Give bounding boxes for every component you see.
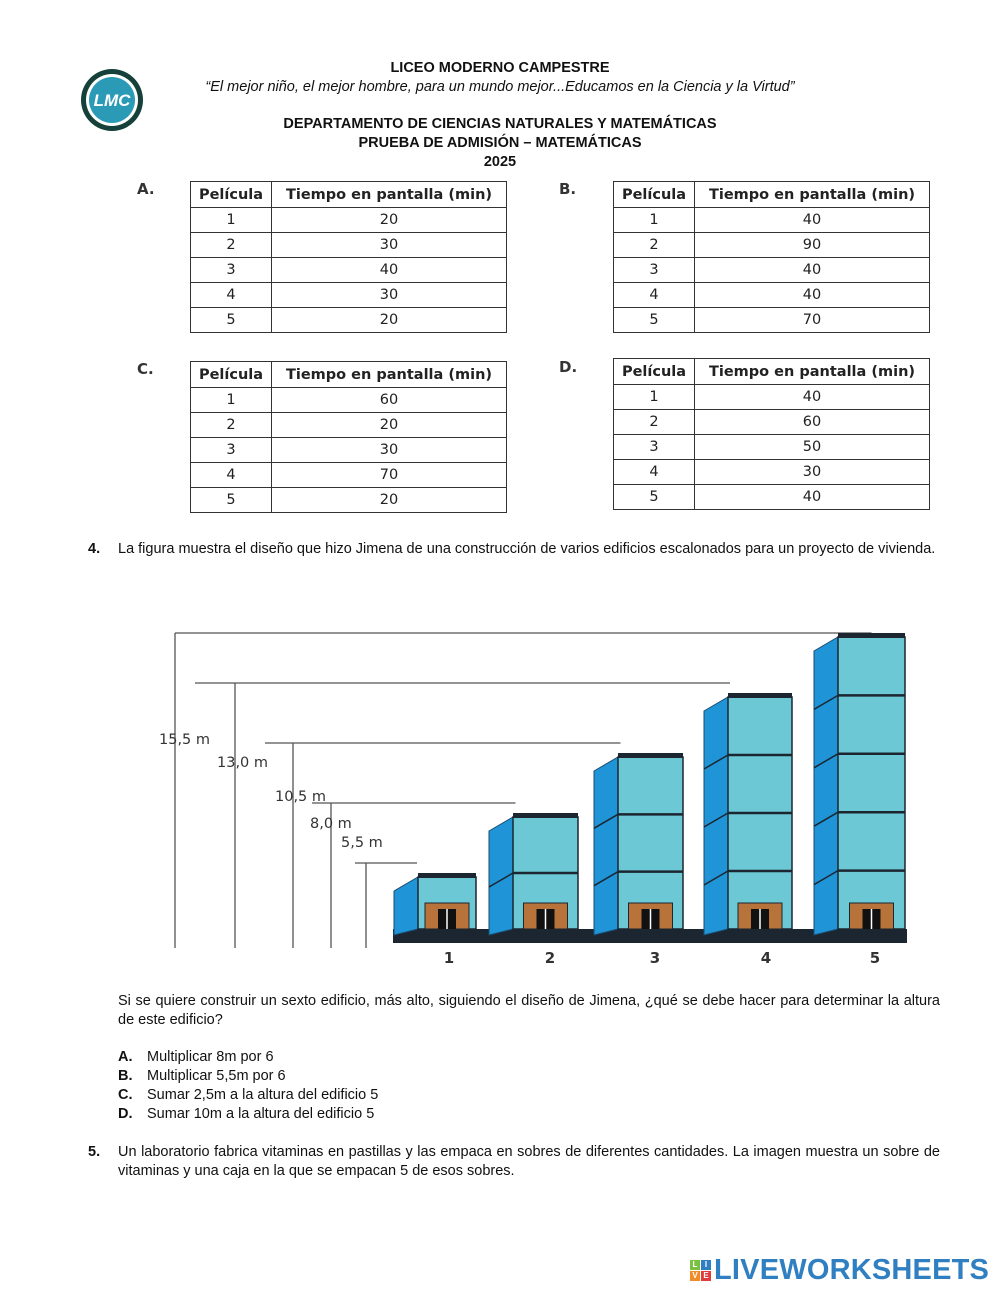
table-cell: 30 <box>272 438 507 463</box>
table-header: Tiempo en pantalla (min) <box>272 362 507 388</box>
table-cell: 5 <box>191 488 272 513</box>
table-cell: 3 <box>614 435 695 460</box>
option-letter-b: B. <box>559 180 577 198</box>
table-cell: 50 <box>695 435 930 460</box>
table-cell: 60 <box>695 410 930 435</box>
table-header: Tiempo en pantalla (min) <box>695 182 930 208</box>
table-option-a <box>190 181 507 333</box>
brand-icon <box>690 1260 711 1281</box>
table-row <box>614 435 930 460</box>
table-cell: 30 <box>695 460 930 485</box>
table-cell: 5 <box>614 485 695 510</box>
school-name: LICEO MODERNO CAMPESTRE <box>390 60 610 76</box>
question-number: 5. <box>88 1144 101 1160</box>
table-row <box>191 388 507 413</box>
answer-options <box>118 1048 378 1124</box>
school-motto: “El mejor niño, el mejor hombre, para un mundo mejor...Educamos en la Ciencia y la Virtud” <box>205 79 795 95</box>
table-cell: 4 <box>191 283 272 308</box>
building-roof <box>418 873 476 878</box>
table-row <box>191 283 507 308</box>
department-title: DEPARTAMENTO DE CIENCIAS NATURALES Y MATEMÁTICAS <box>283 116 717 132</box>
table-cell: 1 <box>191 388 272 413</box>
brand-name: LIVEWORKSHEETS <box>714 1253 990 1286</box>
table-cell: 60 <box>272 388 507 413</box>
table-cell: 5 <box>614 308 695 333</box>
table-row <box>614 258 930 283</box>
table-row <box>614 485 930 510</box>
height-label: 5,5 m <box>341 835 383 851</box>
building-number: 4 <box>760 949 772 967</box>
option-letter-a: A. <box>137 180 155 198</box>
logo-text: LMC <box>93 91 131 110</box>
table-header: Película <box>191 182 272 208</box>
question-text: La figura muestra el diseño que hizo Jimena de una construcción de varios edificios escalonados para un proyecto de vivienda. <box>118 541 936 557</box>
table-row <box>191 258 507 283</box>
table-cell: 30 <box>272 283 507 308</box>
option-letter: D. <box>118 1106 133 1122</box>
table-row <box>614 385 930 410</box>
table-cell: 20 <box>272 488 507 513</box>
brand-block: I <box>701 1260 711 1270</box>
building <box>489 813 578 935</box>
table-cell: 20 <box>272 308 507 333</box>
option-text: Sumar 10m a la altura del edificio 5 <box>147 1106 375 1122</box>
table-option-d <box>613 358 930 510</box>
table-cell: 40 <box>272 258 507 283</box>
option-text: Multiplicar 8m por 6 <box>147 1049 274 1065</box>
table-header: Tiempo en pantalla (min) <box>272 182 507 208</box>
building-side <box>814 637 838 935</box>
table-header: Película <box>614 182 695 208</box>
height-label: 13,0 m <box>217 755 269 771</box>
building-roof <box>838 633 905 638</box>
table-header: Película <box>191 362 272 388</box>
test-year: 2025 <box>483 154 517 170</box>
option-letter: A. <box>118 1049 133 1065</box>
building <box>704 693 792 935</box>
height-label: 10,5 m <box>275 789 327 805</box>
option-text: Sumar 2,5m a la altura del edificio 5 <box>147 1087 379 1103</box>
building-side <box>394 877 418 935</box>
table-cell: 3 <box>614 258 695 283</box>
building-number: 3 <box>649 949 661 967</box>
answer-option-a[interactable] <box>118 1048 378 1067</box>
table-cell: 20 <box>272 208 507 233</box>
table-cell: 2 <box>614 233 695 258</box>
building-number: 2 <box>544 949 556 967</box>
table-cell: 40 <box>695 208 930 233</box>
table-cell: 2 <box>191 413 272 438</box>
building <box>814 633 905 935</box>
table-row <box>614 208 930 233</box>
table-row <box>191 488 507 513</box>
building-roof <box>513 813 578 818</box>
brand-block: V <box>690 1271 700 1281</box>
option-letter-d: D. <box>559 358 578 376</box>
table-option-b <box>613 181 930 333</box>
brand-block: L <box>690 1260 700 1270</box>
building-front <box>838 637 905 929</box>
question-5 <box>88 1143 940 1181</box>
table-cell: 90 <box>695 233 930 258</box>
table-cell: 1 <box>191 208 272 233</box>
table-row <box>614 460 930 485</box>
table-cell: 40 <box>695 385 930 410</box>
test-title: PRUEBA DE ADMISIÓN – MATEMÁTICAS <box>358 135 642 151</box>
building-side <box>594 757 618 935</box>
question-text: Un laboratorio fabrica vitaminas en pastillas y las empaca en sobres de diferentes cantidades. La imagen muestra un sobre de vitaminas y una caja en la que se empacan 5 de esos sobres. <box>118 1144 940 1179</box>
height-label: 15,5 m <box>159 732 211 748</box>
question-text: Si se quiere construir un sexto edificio, más alto, siguiendo el diseño de Jimena, ¿qué se debe hacer para determinar la altura de este edificio? <box>118 993 940 1028</box>
buildings-figure <box>150 600 910 972</box>
table-row <box>614 410 930 435</box>
table-cell: 70 <box>695 308 930 333</box>
table-cell: 3 <box>191 438 272 463</box>
table-header: Película <box>614 359 695 385</box>
table-cell: 5 <box>191 308 272 333</box>
table-row <box>614 283 930 308</box>
table-row <box>614 308 930 333</box>
height-label: 8,0 m <box>310 816 352 832</box>
table-row <box>191 208 507 233</box>
building-number: 5 <box>869 949 881 967</box>
brand-block: E <box>701 1271 711 1281</box>
table-header: Tiempo en pantalla (min) <box>695 359 930 385</box>
building-roof <box>728 693 792 698</box>
table-row <box>191 233 507 258</box>
table-row <box>191 438 507 463</box>
table-option-c <box>190 361 507 513</box>
table-cell: 20 <box>272 413 507 438</box>
table-cell: 40 <box>695 258 930 283</box>
building-side <box>704 697 728 935</box>
table-row <box>614 233 930 258</box>
table-cell: 3 <box>191 258 272 283</box>
building-roof <box>618 753 683 758</box>
question-4-prompt <box>88 992 940 1030</box>
liveworksheets-logo <box>690 1253 989 1287</box>
table-row <box>191 463 507 488</box>
table-cell: 4 <box>191 463 272 488</box>
option-text: Multiplicar 5,5m por 6 <box>147 1068 286 1084</box>
table-cell: 30 <box>272 233 507 258</box>
building-number: 1 <box>443 949 455 967</box>
table-row <box>191 308 507 333</box>
building <box>394 873 476 935</box>
table-row <box>191 413 507 438</box>
table-cell: 4 <box>614 283 695 308</box>
table-cell: 1 <box>614 385 695 410</box>
option-letter-c: C. <box>137 360 154 378</box>
answer-option-d[interactable] <box>118 1105 378 1124</box>
option-letter: B. <box>118 1068 133 1084</box>
table-cell: 2 <box>614 410 695 435</box>
table-cell: 2 <box>191 233 272 258</box>
table-cell: 40 <box>695 283 930 308</box>
table-cell: 70 <box>272 463 507 488</box>
building <box>594 753 683 935</box>
question-4 <box>88 540 940 559</box>
answer-option-c[interactable] <box>118 1086 378 1105</box>
building-side <box>489 817 513 935</box>
answer-option-b[interactable] <box>118 1067 378 1086</box>
table-cell: 4 <box>614 460 695 485</box>
table-cell: 40 <box>695 485 930 510</box>
option-letter: C. <box>118 1087 133 1103</box>
question-number: 4. <box>88 541 101 557</box>
table-cell: 1 <box>614 208 695 233</box>
